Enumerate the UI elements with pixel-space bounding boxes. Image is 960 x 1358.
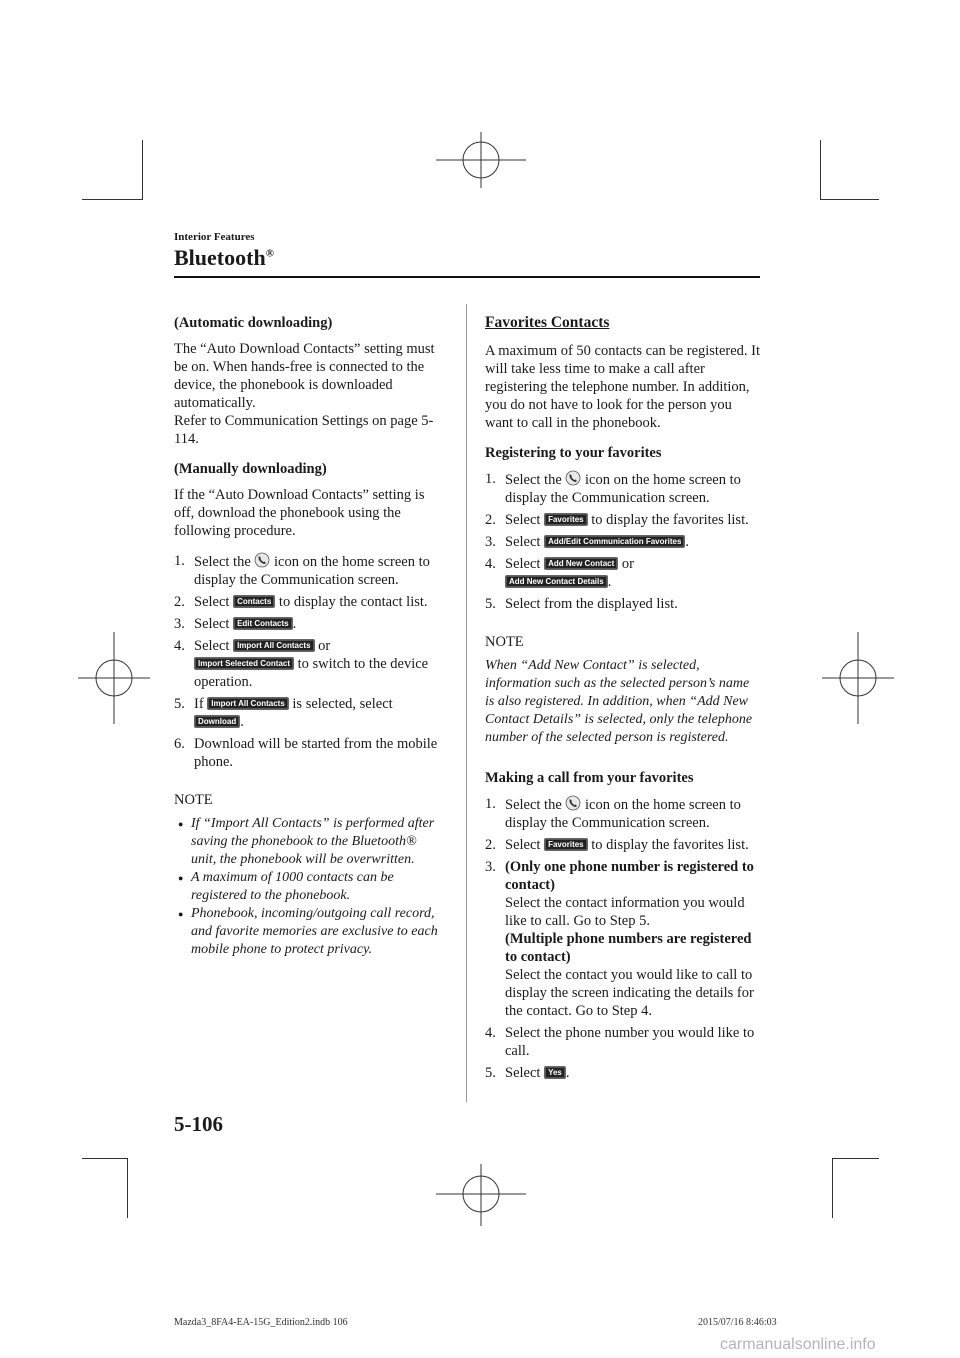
import-all-contacts-button-2: Import All Contacts <box>207 697 288 710</box>
phone-icon <box>565 795 581 811</box>
left-note-title: NOTE <box>174 792 213 808</box>
register-step-5: 5. Select from the displayed list. <box>485 596 678 612</box>
favorites-body: A maximum of 50 contacts can be registered. It will take less time to make a call after registering the telephone number. In addition, you do not have to look for the person you want to call in the phonebook. <box>485 343 761 431</box>
favorites-button: Favorites <box>544 513 588 526</box>
right-note-title: NOTE <box>485 634 524 650</box>
manual-step-1: 1. Select the icon on the home screen to display the Communication screen. <box>174 553 430 588</box>
auto-download-heading: (Automatic downloading) <box>174 315 333 331</box>
call-step-4: 4. Select the phone number you would like to call. <box>485 1025 755 1059</box>
call-step-1: 1. Select the icon on the home screen to display the Communication screen. <box>485 796 741 831</box>
download-button: Download <box>194 715 240 728</box>
call-step-3: 3. (Only one phone number is registered to contact) Select the contact information you would like to call. Go to Step 5. (Multiple phone numbers are registered to contact) Select the contact you would like to call to display the screen indicating the details for the contact. Go to Step 4. <box>485 859 754 1019</box>
register-step-1: 1. Select the icon on the home screen to display the Communication screen. <box>485 471 741 506</box>
import-selected-contact-button: Import Selected Contact <box>194 657 294 670</box>
favorites-button-2: Favorites <box>544 838 588 851</box>
register-step-2: 2. Select Favorites to display the favorites list. <box>485 512 749 528</box>
page-title: Bluetooth® <box>174 245 274 270</box>
right-column <box>485 314 760 1086</box>
phone-icon <box>254 552 270 568</box>
phone-icon <box>565 470 581 486</box>
note-bullet: ● Phonebook, incoming/outgoing call record, and favorite memories are exclusive to each mobile phone to protect privacy. <box>178 906 438 957</box>
register-step-3: 3. Select Add/Edit Communication Favorites . <box>485 534 690 550</box>
registration-mark-right <box>822 632 894 724</box>
note-bullet: ● A maximum of 1000 contacts can be registered to the phonebook. <box>178 870 394 903</box>
left-column <box>174 314 442 959</box>
manual-download-heading: (Manually downloading) <box>174 461 327 477</box>
footer-date: 2015/07/16 8:46:03 <box>698 1317 777 1328</box>
manual-step-4: 4. Select Import All Contacts or Import Selected Contact to switch to the device operation. <box>174 638 429 690</box>
yes-button: Yes <box>544 1066 566 1079</box>
auto-download-refer: Refer to Communication Settings on page 5-114. <box>174 413 434 447</box>
manual-step-3: 3. Select Edit Contacts . <box>174 616 297 632</box>
registration-mark-bottom <box>436 1150 526 1230</box>
manual-step-2: 2. Select Contacts to display the contact list. <box>174 594 428 610</box>
auto-download-body: The “Auto Download Contacts” setting must be on. When hands-free is connected to the device, the phonebook is downloaded automatically. <box>174 341 435 411</box>
registration-mark-top <box>436 122 526 202</box>
manual-step-6: 6. Download will be started from the mobile phone. <box>174 736 438 770</box>
edit-contacts-button: Edit Contacts <box>233 617 293 630</box>
manual-step-5: 5. If Import All Contacts is selected, select Download . <box>174 696 393 730</box>
call-step-5: 5. Select Yes . <box>485 1065 570 1081</box>
right-note-text: When “Add New Contact” is selected, information such as the selected person’s name is also registered. In addition, when “Add New Contact Details” is selected, only the telephone number of the selected person is registered. <box>485 658 753 745</box>
manual-download-body: If the “Auto Download Contacts” setting is off, download the phonebook using the following procedure. <box>174 487 425 539</box>
favorites-heading: Favorites Contacts <box>485 314 610 331</box>
column-divider <box>466 304 467 1102</box>
footer-file: Mazda3_8FA4-EA-15G_Edition2.indb 106 <box>174 1317 348 1328</box>
call-step-2: 2. Select Favorites to display the favorites list. <box>485 837 749 853</box>
add-new-contact-button: Add New Contact <box>544 557 618 570</box>
import-all-contacts-button: Import All Contacts <box>233 639 314 652</box>
section-label: Interior Features <box>174 231 255 243</box>
registration-mark-left <box>78 632 150 724</box>
register-heading: Registering to your favorites <box>485 445 662 461</box>
note-bullet: ● If “Import All Contacts” is performed after saving the phonebook to the Bluetooth® unit, the phonebook will be overwritten. <box>178 816 435 867</box>
add-new-contact-details-button: Add New Contact Details <box>505 575 608 588</box>
add-edit-favorites-button: Add/Edit Communication Favorites <box>544 535 685 548</box>
page-number: 5-106 <box>174 1112 223 1136</box>
register-step-4: 4. Select Add New Contact or Add New Contact Details . <box>485 556 635 590</box>
header-rule <box>174 276 760 278</box>
watermark: carmanualsonline.info <box>720 1336 876 1353</box>
contacts-button: Contacts <box>233 595 275 608</box>
call-heading: Making a call from your favorites <box>485 770 694 786</box>
